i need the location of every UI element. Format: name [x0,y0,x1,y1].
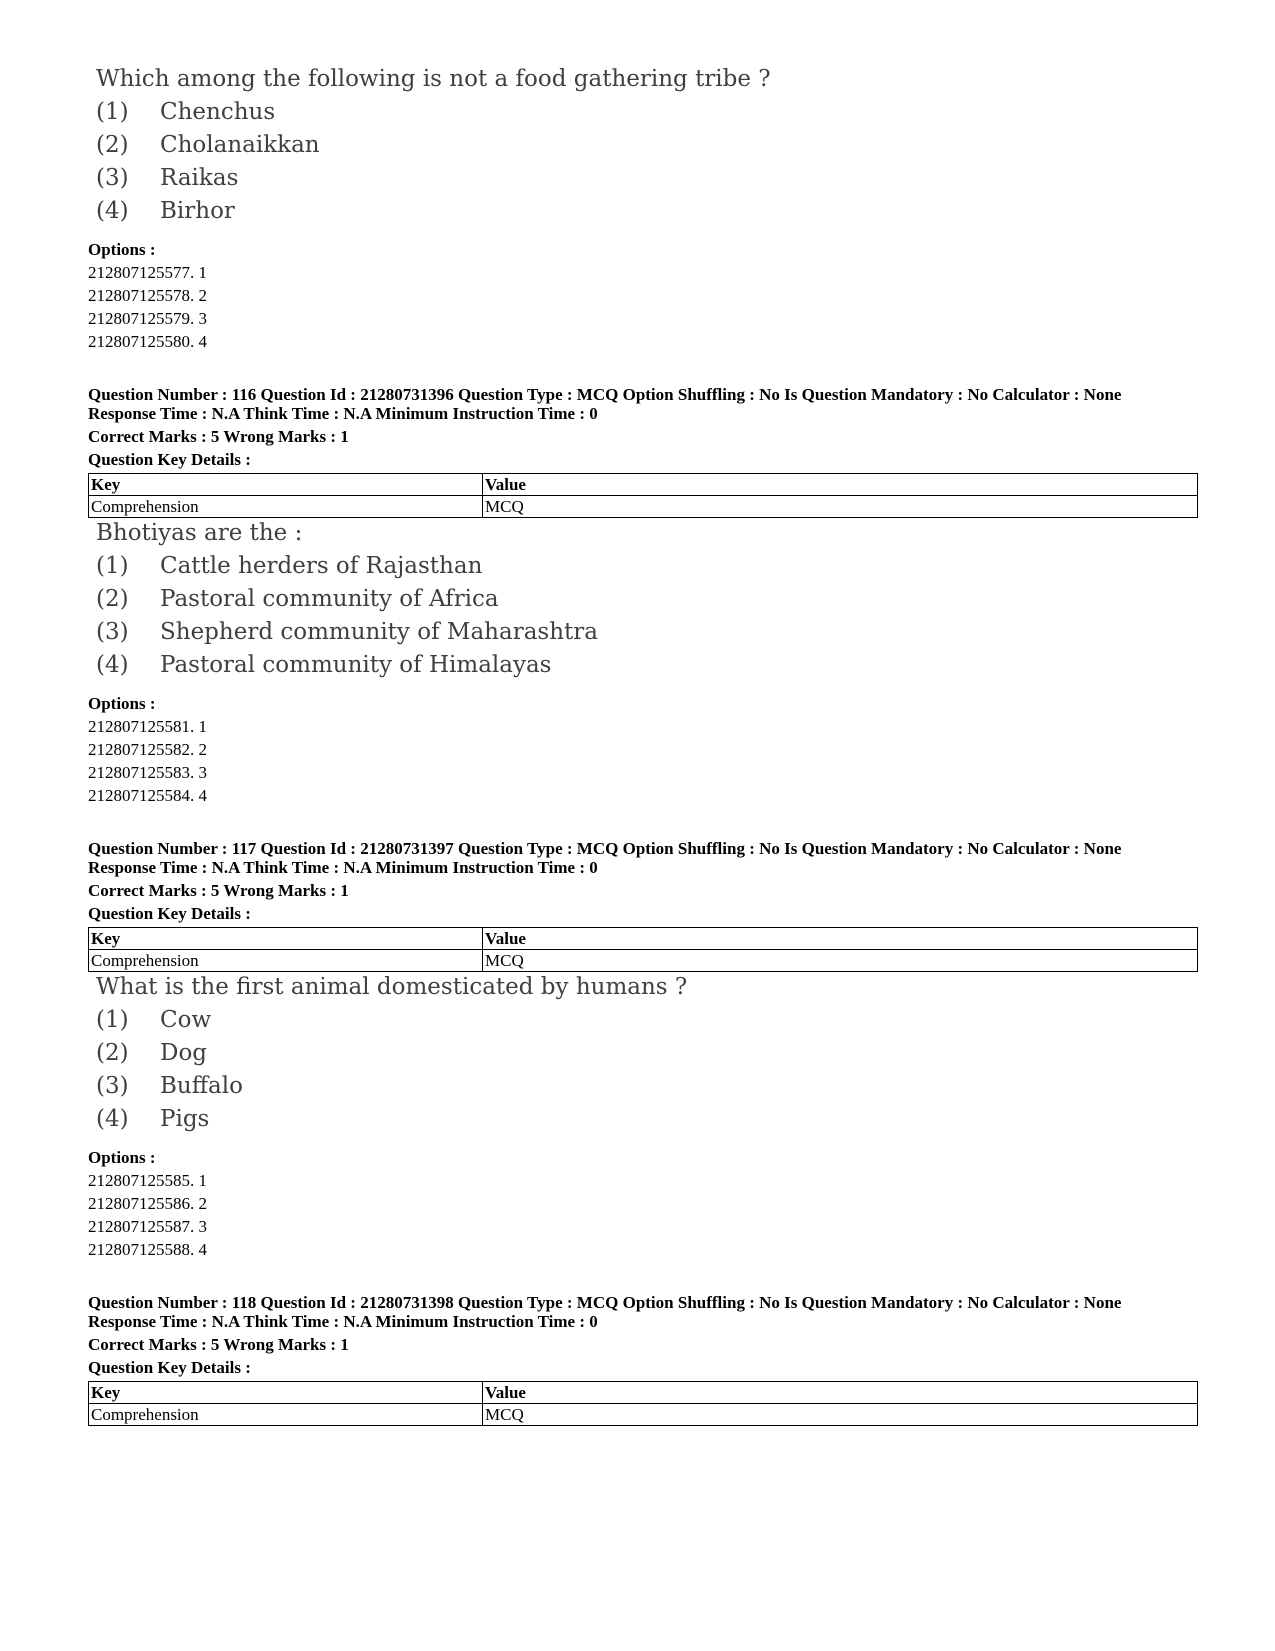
question-key-table [88,473,1198,518]
question-marks: Correct Marks : 5 Wrong Marks : 1 [88,427,349,446]
question-stem: Bhotiyas are the : [96,520,303,546]
question-key-title: Question Key Details : [88,904,251,923]
key-cell: Comprehension [89,496,483,518]
key-header: Key [89,474,483,496]
options-title: Options : [88,1148,156,1167]
choice-4: (4) Pastoral community of Himalayas [96,652,552,678]
value-cell: MCQ [483,950,1198,972]
value-cell: MCQ [483,1404,1198,1426]
option-id: 212807125581. 1 [88,717,207,736]
key-header: Key [89,1382,483,1404]
question-stem: Which among the following is not a food gathering tribe ? [96,66,771,92]
question-meta-line1: Question Number : 118 Question Id : 21280731398 Question Type : MCQ Option Shuffling : No Is Question Mandatory : No Calculator : None [88,1293,1122,1312]
choice-4: (4) Birhor [96,198,235,224]
choice-3: (3) Shepherd community of Maharashtra [96,619,598,645]
question-meta-line2: Response Time : N.A Think Time : N.A Minimum Instruction Time : 0 [88,404,598,423]
value-header: Value [483,474,1198,496]
key-header: Key [89,928,483,950]
option-id: 212807125586. 2 [88,1194,207,1213]
question-key-title: Question Key Details : [88,450,251,469]
question-116-image [96,517,598,682]
question-key-title: Question Key Details : [88,1358,251,1377]
choice-3: (3) Buffalo [96,1073,243,1099]
option-id: 212807125578. 2 [88,286,207,305]
option-id: 212807125582. 2 [88,740,207,759]
question-stem: What is the first animal domesticated by humans ? [96,974,688,1000]
option-id: 212807125584. 4 [88,786,207,805]
key-cell: Comprehension [89,950,483,972]
value-header: Value [483,928,1198,950]
question-meta-line2: Response Time : N.A Think Time : N.A Minimum Instruction Time : 0 [88,858,598,877]
choice-1: (1) Cow [96,1007,212,1033]
choice-1: (1) Cattle herders of Rajasthan [96,553,483,579]
option-id: 212807125583. 3 [88,763,207,782]
question-meta-line2: Response Time : N.A Think Time : N.A Minimum Instruction Time : 0 [88,1312,598,1331]
option-id: 212807125588. 4 [88,1240,207,1259]
question-marks: Correct Marks : 5 Wrong Marks : 1 [88,1335,349,1354]
choice-1: (1) Chenchus [96,99,276,125]
question-key-table [88,1381,1198,1426]
choice-4: (4) Pigs [96,1106,210,1132]
choice-2: (2) Cholanaikkan [96,132,320,158]
options-title: Options : [88,694,156,713]
choice-3: (3) Raikas [96,165,239,191]
question-115-image [96,63,771,228]
value-header: Value [483,1382,1198,1404]
choice-2: (2) Dog [96,1040,208,1066]
question-meta-line1: Question Number : 117 Question Id : 21280731397 Question Type : MCQ Option Shuffling : No Is Question Mandatory : No Calculator : None [88,839,1122,858]
key-cell: Comprehension [89,1404,483,1426]
question-117-image [96,971,687,1136]
question-marks: Correct Marks : 5 Wrong Marks : 1 [88,881,349,900]
value-cell: MCQ [483,496,1198,518]
options-title: Options : [88,240,156,259]
choice-2: (2) Pastoral community of Africa [96,586,499,612]
option-id: 212807125585. 1 [88,1171,207,1190]
question-key-table [88,927,1198,972]
option-id: 212807125580. 4 [88,332,207,351]
option-id: 212807125579. 3 [88,309,207,328]
question-meta-line1: Question Number : 116 Question Id : 21280731396 Question Type : MCQ Option Shuffling : No Is Question Mandatory : No Calculator : None [88,385,1122,404]
option-id: 212807125587. 3 [88,1217,207,1236]
option-id: 212807125577. 1 [88,263,207,282]
